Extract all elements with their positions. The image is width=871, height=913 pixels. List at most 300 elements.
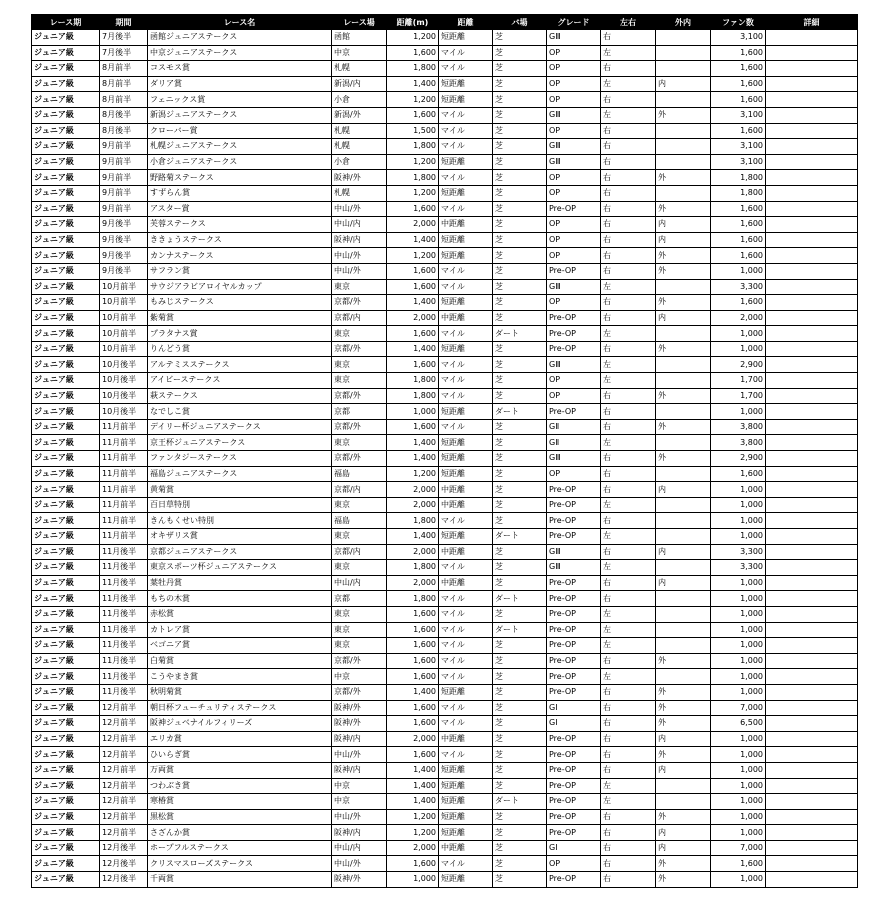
cell-direction[interactable]: 右: [601, 747, 656, 763]
cell-distance-category[interactable]: マイル: [439, 560, 493, 576]
cell-surface[interactable]: 芝: [493, 310, 547, 326]
cell-race-class[interactable]: ジュニア級: [32, 232, 100, 248]
cell-fans[interactable]: 7,000: [711, 840, 766, 856]
cell-direction[interactable]: 右: [601, 544, 656, 560]
cell-fans[interactable]: 1,000: [711, 825, 766, 841]
cell-venue[interactable]: 中山/外: [332, 201, 387, 217]
cell-venue[interactable]: 小倉: [332, 92, 387, 108]
cell-race-name[interactable]: 函館ジュニアステークス: [148, 30, 332, 46]
cell-fans[interactable]: 1,000: [711, 575, 766, 591]
cell-distance-m[interactable]: 1,600: [387, 45, 439, 61]
cell-details[interactable]: [766, 466, 858, 482]
cell-period[interactable]: 8月後半: [100, 123, 148, 139]
cell-race-name[interactable]: もちの木賞: [148, 591, 332, 607]
cell-distance-m[interactable]: 1,400: [387, 76, 439, 92]
cell-distance-category[interactable]: マイル: [439, 326, 493, 342]
cell-surface[interactable]: 芝: [493, 357, 547, 373]
cell-race-name[interactable]: 秋明菊賞: [148, 684, 332, 700]
cell-fans[interactable]: 1,000: [711, 684, 766, 700]
cell-distance-m[interactable]: 2,000: [387, 482, 439, 498]
cell-venue[interactable]: 東京: [332, 373, 387, 389]
cell-race-name[interactable]: 白菊賞: [148, 653, 332, 669]
cell-race-name[interactable]: サフラン賞: [148, 263, 332, 279]
cell-course-side[interactable]: [656, 638, 711, 654]
cell-race-class[interactable]: ジュニア級: [32, 856, 100, 872]
cell-details[interactable]: [766, 872, 858, 888]
cell-race-class[interactable]: ジュニア級: [32, 279, 100, 295]
cell-distance-m[interactable]: 1,600: [387, 279, 439, 295]
cell-course-side[interactable]: [656, 560, 711, 576]
cell-course-side[interactable]: 外: [656, 700, 711, 716]
cell-period[interactable]: 11月後半: [100, 544, 148, 560]
cell-grade[interactable]: Pre-OP: [547, 529, 601, 545]
cell-grade[interactable]: Pre-OP: [547, 310, 601, 326]
cell-distance-category[interactable]: マイル: [439, 700, 493, 716]
cell-fans[interactable]: 1,000: [711, 731, 766, 747]
cell-venue[interactable]: 札幌: [332, 185, 387, 201]
cell-direction[interactable]: 右: [601, 185, 656, 201]
cell-venue[interactable]: 中京: [332, 794, 387, 810]
cell-distance-m[interactable]: 1,800: [387, 560, 439, 576]
cell-fans[interactable]: 1,600: [711, 466, 766, 482]
cell-distance-category[interactable]: 短距離: [439, 404, 493, 420]
cell-fans[interactable]: 1,600: [711, 248, 766, 264]
cell-course-side[interactable]: 内: [656, 310, 711, 326]
cell-course-side[interactable]: 外: [656, 872, 711, 888]
cell-distance-m[interactable]: 2,000: [387, 217, 439, 233]
cell-race-name[interactable]: ホープフルステークス: [148, 840, 332, 856]
cell-surface[interactable]: 芝: [493, 388, 547, 404]
cell-direction[interactable]: 左: [601, 326, 656, 342]
cell-direction[interactable]: 左: [601, 622, 656, 638]
cell-fans[interactable]: 1,600: [711, 232, 766, 248]
cell-surface[interactable]: 芝: [493, 575, 547, 591]
cell-fans[interactable]: 2,000: [711, 310, 766, 326]
cell-race-class[interactable]: ジュニア級: [32, 762, 100, 778]
cell-grade[interactable]: Pre-OP: [547, 794, 601, 810]
cell-surface[interactable]: 芝: [493, 497, 547, 513]
cell-course-side[interactable]: [656, 357, 711, 373]
cell-period[interactable]: 12月前半: [100, 809, 148, 825]
cell-grade[interactable]: GⅢ: [547, 30, 601, 46]
cell-distance-m[interactable]: 1,200: [387, 154, 439, 170]
cell-details[interactable]: [766, 794, 858, 810]
cell-course-side[interactable]: 内: [656, 840, 711, 856]
cell-course-side[interactable]: 外: [656, 856, 711, 872]
cell-course-side[interactable]: 内: [656, 575, 711, 591]
cell-venue[interactable]: 東京: [332, 622, 387, 638]
cell-direction[interactable]: 左: [601, 669, 656, 685]
cell-course-side[interactable]: [656, 778, 711, 794]
header-venue[interactable]: レース場: [332, 15, 387, 30]
cell-surface[interactable]: 芝: [493, 435, 547, 451]
cell-course-side[interactable]: 外: [656, 341, 711, 357]
cell-period[interactable]: 9月前半: [100, 185, 148, 201]
cell-grade[interactable]: GⅠ: [547, 700, 601, 716]
cell-distance-category[interactable]: 短距離: [439, 435, 493, 451]
cell-surface[interactable]: 芝: [493, 669, 547, 685]
cell-race-class[interactable]: ジュニア級: [32, 809, 100, 825]
cell-distance-m[interactable]: 1,000: [387, 404, 439, 420]
cell-fans[interactable]: 1,000: [711, 778, 766, 794]
cell-period[interactable]: 11月前半: [100, 497, 148, 513]
cell-race-class[interactable]: ジュニア級: [32, 606, 100, 622]
cell-venue[interactable]: 京都/外: [332, 419, 387, 435]
cell-venue[interactable]: 阪神/内: [332, 762, 387, 778]
cell-direction[interactable]: 右: [601, 731, 656, 747]
cell-details[interactable]: [766, 856, 858, 872]
cell-course-side[interactable]: [656, 669, 711, 685]
cell-fans[interactable]: 1,600: [711, 856, 766, 872]
cell-fans[interactable]: 1,000: [711, 762, 766, 778]
cell-venue[interactable]: 中京: [332, 45, 387, 61]
cell-distance-m[interactable]: 1,400: [387, 684, 439, 700]
cell-race-class[interactable]: ジュニア級: [32, 716, 100, 732]
cell-surface[interactable]: 芝: [493, 747, 547, 763]
cell-grade[interactable]: Pre-OP: [547, 653, 601, 669]
cell-race-name[interactable]: 福島ジュニアステークス: [148, 466, 332, 482]
cell-race-class[interactable]: ジュニア級: [32, 747, 100, 763]
cell-distance-m[interactable]: 1,200: [387, 825, 439, 841]
cell-race-class[interactable]: ジュニア級: [32, 638, 100, 654]
cell-distance-category[interactable]: 短距離: [439, 154, 493, 170]
cell-course-side[interactable]: [656, 404, 711, 420]
cell-race-name[interactable]: 万両賞: [148, 762, 332, 778]
cell-direction[interactable]: 右: [601, 388, 656, 404]
cell-details[interactable]: [766, 684, 858, 700]
cell-surface[interactable]: 芝: [493, 139, 547, 155]
cell-course-side[interactable]: 外: [656, 716, 711, 732]
cell-surface[interactable]: ダート: [493, 622, 547, 638]
cell-details[interactable]: [766, 622, 858, 638]
cell-grade[interactable]: Pre-OP: [547, 591, 601, 607]
cell-course-side[interactable]: 外: [656, 809, 711, 825]
cell-surface[interactable]: 芝: [493, 373, 547, 389]
cell-period[interactable]: 12月後半: [100, 872, 148, 888]
cell-details[interactable]: [766, 45, 858, 61]
cell-venue[interactable]: 中山/外: [332, 856, 387, 872]
cell-direction[interactable]: 右: [601, 700, 656, 716]
cell-surface[interactable]: ダート: [493, 529, 547, 545]
cell-venue[interactable]: 中山/外: [332, 809, 387, 825]
cell-race-class[interactable]: ジュニア級: [32, 466, 100, 482]
cell-venue[interactable]: 中山/内: [332, 840, 387, 856]
cell-surface[interactable]: 芝: [493, 872, 547, 888]
cell-period[interactable]: 8月前半: [100, 92, 148, 108]
cell-venue[interactable]: 東京: [332, 435, 387, 451]
cell-period[interactable]: 10月前半: [100, 295, 148, 311]
cell-fans[interactable]: 1,000: [711, 529, 766, 545]
cell-grade[interactable]: OP: [547, 232, 601, 248]
cell-venue[interactable]: 中山/内: [332, 575, 387, 591]
cell-direction[interactable]: 右: [601, 248, 656, 264]
cell-grade[interactable]: Pre-OP: [547, 622, 601, 638]
cell-race-class[interactable]: ジュニア級: [32, 544, 100, 560]
cell-distance-category[interactable]: マイル: [439, 856, 493, 872]
cell-surface[interactable]: 芝: [493, 482, 547, 498]
cell-race-class[interactable]: ジュニア級: [32, 653, 100, 669]
cell-details[interactable]: [766, 778, 858, 794]
cell-race-name[interactable]: アルテミスステークス: [148, 357, 332, 373]
cell-distance-m[interactable]: 1,200: [387, 466, 439, 482]
cell-race-class[interactable]: ジュニア級: [32, 263, 100, 279]
cell-fans[interactable]: 1,000: [711, 669, 766, 685]
cell-distance-m[interactable]: 1,200: [387, 92, 439, 108]
cell-details[interactable]: [766, 591, 858, 607]
header-period[interactable]: 期間: [100, 15, 148, 30]
cell-distance-category[interactable]: マイル: [439, 107, 493, 123]
cell-distance-m[interactable]: 1,800: [387, 513, 439, 529]
cell-distance-category[interactable]: マイル: [439, 45, 493, 61]
cell-distance-category[interactable]: 中距離: [439, 310, 493, 326]
cell-race-class[interactable]: ジュニア級: [32, 560, 100, 576]
cell-venue[interactable]: 東京: [332, 529, 387, 545]
cell-distance-m[interactable]: 1,800: [387, 388, 439, 404]
cell-course-side[interactable]: 外: [656, 684, 711, 700]
cell-grade[interactable]: GⅡ: [547, 419, 601, 435]
cell-grade[interactable]: Pre-OP: [547, 263, 601, 279]
cell-grade[interactable]: OP: [547, 856, 601, 872]
cell-surface[interactable]: 芝: [493, 341, 547, 357]
cell-race-name[interactable]: きんもくせい特別: [148, 513, 332, 529]
cell-race-class[interactable]: ジュニア級: [32, 30, 100, 46]
cell-period[interactable]: 12月前半: [100, 762, 148, 778]
cell-distance-category[interactable]: 短距離: [439, 466, 493, 482]
cell-fans[interactable]: 1,600: [711, 295, 766, 311]
cell-course-side[interactable]: 外: [656, 107, 711, 123]
cell-details[interactable]: [766, 544, 858, 560]
cell-race-class[interactable]: ジュニア級: [32, 310, 100, 326]
cell-course-side[interactable]: [656, 622, 711, 638]
cell-period[interactable]: 11月後半: [100, 591, 148, 607]
header-race-name[interactable]: レース名: [148, 15, 332, 30]
cell-period[interactable]: 11月前半: [100, 482, 148, 498]
cell-race-name[interactable]: 京王杯ジュニアステークス: [148, 435, 332, 451]
cell-grade[interactable]: Pre-OP: [547, 762, 601, 778]
cell-direction[interactable]: 左: [601, 606, 656, 622]
cell-period[interactable]: 11月前半: [100, 419, 148, 435]
cell-distance-category[interactable]: マイル: [439, 170, 493, 186]
cell-surface[interactable]: 芝: [493, 279, 547, 295]
cell-direction[interactable]: 右: [601, 30, 656, 46]
cell-race-name[interactable]: 札幌ジュニアステークス: [148, 139, 332, 155]
cell-grade[interactable]: OP: [547, 45, 601, 61]
cell-distance-m[interactable]: 1,600: [387, 622, 439, 638]
cell-distance-category[interactable]: 短距離: [439, 825, 493, 841]
cell-surface[interactable]: 芝: [493, 638, 547, 654]
cell-venue[interactable]: 中山/外: [332, 248, 387, 264]
cell-direction[interactable]: 左: [601, 638, 656, 654]
cell-direction[interactable]: 左: [601, 778, 656, 794]
cell-distance-category[interactable]: マイル: [439, 201, 493, 217]
cell-direction[interactable]: 右: [601, 170, 656, 186]
cell-fans[interactable]: 1,000: [711, 326, 766, 342]
cell-grade[interactable]: Pre-OP: [547, 669, 601, 685]
cell-distance-m[interactable]: 1,800: [387, 61, 439, 77]
cell-details[interactable]: [766, 435, 858, 451]
cell-race-name[interactable]: 百日草特別: [148, 497, 332, 513]
cell-grade[interactable]: GⅢ: [547, 357, 601, 373]
cell-period[interactable]: 12月前半: [100, 825, 148, 841]
cell-period[interactable]: 11月前半: [100, 435, 148, 451]
cell-venue[interactable]: 京都: [332, 404, 387, 420]
cell-distance-category[interactable]: 中距離: [439, 217, 493, 233]
cell-direction[interactable]: 右: [601, 201, 656, 217]
cell-grade[interactable]: GⅢ: [547, 544, 601, 560]
cell-surface[interactable]: 芝: [493, 700, 547, 716]
cell-race-name[interactable]: なでしこ賞: [148, 404, 332, 420]
cell-surface[interactable]: 芝: [493, 61, 547, 77]
cell-venue[interactable]: 中山/外: [332, 747, 387, 763]
cell-race-name[interactable]: 寒椿賞: [148, 794, 332, 810]
cell-distance-category[interactable]: 中距離: [439, 840, 493, 856]
cell-period[interactable]: 7月後半: [100, 45, 148, 61]
cell-distance-category[interactable]: マイル: [439, 373, 493, 389]
cell-fans[interactable]: 3,800: [711, 435, 766, 451]
cell-distance-m[interactable]: 1,400: [387, 762, 439, 778]
cell-course-side[interactable]: 外: [656, 248, 711, 264]
cell-period[interactable]: 9月前半: [100, 154, 148, 170]
header-fans[interactable]: ファン数: [711, 15, 766, 30]
cell-grade[interactable]: Pre-OP: [547, 404, 601, 420]
cell-grade[interactable]: Pre-OP: [547, 731, 601, 747]
cell-fans[interactable]: 1,000: [711, 622, 766, 638]
cell-fans[interactable]: 3,100: [711, 107, 766, 123]
cell-details[interactable]: [766, 357, 858, 373]
cell-race-name[interactable]: ききょうステークス: [148, 232, 332, 248]
cell-details[interactable]: [766, 61, 858, 77]
cell-distance-category[interactable]: マイル: [439, 263, 493, 279]
cell-venue[interactable]: 中京: [332, 669, 387, 685]
cell-surface[interactable]: 芝: [493, 684, 547, 700]
cell-distance-category[interactable]: 短距離: [439, 529, 493, 545]
cell-fans[interactable]: 1,000: [711, 872, 766, 888]
cell-course-side[interactable]: [656, 92, 711, 108]
cell-period[interactable]: 11月後半: [100, 653, 148, 669]
cell-distance-category[interactable]: マイル: [439, 591, 493, 607]
cell-race-class[interactable]: ジュニア級: [32, 217, 100, 233]
cell-grade[interactable]: OP: [547, 76, 601, 92]
cell-fans[interactable]: 1,600: [711, 123, 766, 139]
cell-venue[interactable]: 阪神/外: [332, 170, 387, 186]
cell-details[interactable]: [766, 76, 858, 92]
cell-period[interactable]: 8月前半: [100, 61, 148, 77]
cell-race-name[interactable]: クリスマスローズステークス: [148, 856, 332, 872]
cell-race-name[interactable]: さざんか賞: [148, 825, 332, 841]
cell-direction[interactable]: 右: [601, 61, 656, 77]
cell-grade[interactable]: GⅢ: [547, 451, 601, 467]
cell-venue[interactable]: 札幌: [332, 61, 387, 77]
cell-distance-category[interactable]: 短距離: [439, 451, 493, 467]
cell-period[interactable]: 10月前半: [100, 279, 148, 295]
cell-surface[interactable]: 芝: [493, 606, 547, 622]
cell-period[interactable]: 10月前半: [100, 310, 148, 326]
cell-venue[interactable]: 阪神/外: [332, 716, 387, 732]
cell-distance-m[interactable]: 1,200: [387, 809, 439, 825]
cell-race-name[interactable]: 野路菊ステークス: [148, 170, 332, 186]
cell-surface[interactable]: 芝: [493, 185, 547, 201]
cell-race-class[interactable]: ジュニア級: [32, 872, 100, 888]
cell-race-name[interactable]: 黒松賞: [148, 809, 332, 825]
cell-fans[interactable]: 7,000: [711, 700, 766, 716]
cell-distance-m[interactable]: 2,000: [387, 544, 439, 560]
cell-race-name[interactable]: フェニックス賞: [148, 92, 332, 108]
cell-course-side[interactable]: 外: [656, 419, 711, 435]
cell-details[interactable]: [766, 809, 858, 825]
cell-race-class[interactable]: ジュニア級: [32, 404, 100, 420]
cell-venue[interactable]: 福島: [332, 466, 387, 482]
cell-fans[interactable]: 1,000: [711, 404, 766, 420]
cell-race-name[interactable]: ダリア賞: [148, 76, 332, 92]
cell-period[interactable]: 10月前半: [100, 341, 148, 357]
header-surface[interactable]: バ場: [493, 15, 547, 30]
cell-distance-m[interactable]: 1,600: [387, 653, 439, 669]
cell-course-side[interactable]: [656, 373, 711, 389]
cell-distance-m[interactable]: 2,000: [387, 731, 439, 747]
cell-course-side[interactable]: 内: [656, 731, 711, 747]
cell-period[interactable]: 8月後半: [100, 107, 148, 123]
cell-fans[interactable]: 3,100: [711, 154, 766, 170]
cell-surface[interactable]: 芝: [493, 778, 547, 794]
cell-venue[interactable]: 中京: [332, 778, 387, 794]
cell-direction[interactable]: 右: [601, 762, 656, 778]
cell-race-class[interactable]: ジュニア級: [32, 435, 100, 451]
cell-surface[interactable]: 芝: [493, 856, 547, 872]
cell-fans[interactable]: 1,000: [711, 497, 766, 513]
cell-course-side[interactable]: [656, 154, 711, 170]
cell-race-name[interactable]: すずらん賞: [148, 185, 332, 201]
cell-surface[interactable]: 芝: [493, 123, 547, 139]
cell-period[interactable]: 11月後半: [100, 684, 148, 700]
cell-surface[interactable]: 芝: [493, 92, 547, 108]
cell-distance-category[interactable]: マイル: [439, 139, 493, 155]
cell-surface[interactable]: 芝: [493, 466, 547, 482]
cell-race-name[interactable]: 京都ジュニアステークス: [148, 544, 332, 560]
cell-course-side[interactable]: [656, 326, 711, 342]
cell-venue[interactable]: 阪神/外: [332, 700, 387, 716]
cell-course-side[interactable]: 内: [656, 76, 711, 92]
cell-race-class[interactable]: ジュニア級: [32, 45, 100, 61]
cell-period[interactable]: 11月後半: [100, 638, 148, 654]
cell-surface[interactable]: 芝: [493, 451, 547, 467]
cell-direction[interactable]: 右: [601, 856, 656, 872]
cell-distance-category[interactable]: マイル: [439, 279, 493, 295]
cell-details[interactable]: [766, 201, 858, 217]
cell-details[interactable]: [766, 638, 858, 654]
cell-race-name[interactable]: 千両賞: [148, 872, 332, 888]
cell-period[interactable]: 10月前半: [100, 326, 148, 342]
cell-period[interactable]: 12月前半: [100, 747, 148, 763]
cell-surface[interactable]: 芝: [493, 840, 547, 856]
cell-grade[interactable]: Pre-OP: [547, 326, 601, 342]
cell-venue[interactable]: 京都: [332, 591, 387, 607]
cell-surface[interactable]: 芝: [493, 107, 547, 123]
cell-distance-category[interactable]: マイル: [439, 388, 493, 404]
cell-fans[interactable]: 2,900: [711, 451, 766, 467]
cell-fans[interactable]: 1,600: [711, 201, 766, 217]
cell-details[interactable]: [766, 107, 858, 123]
cell-fans[interactable]: 1,800: [711, 185, 766, 201]
cell-distance-m[interactable]: 1,600: [387, 716, 439, 732]
cell-direction[interactable]: 右: [601, 139, 656, 155]
cell-details[interactable]: [766, 606, 858, 622]
cell-course-side[interactable]: 内: [656, 825, 711, 841]
cell-distance-m[interactable]: 1,200: [387, 185, 439, 201]
cell-grade[interactable]: Pre-OP: [547, 872, 601, 888]
cell-venue[interactable]: 東京: [332, 560, 387, 576]
cell-surface[interactable]: 芝: [493, 513, 547, 529]
cell-direction[interactable]: 左: [601, 497, 656, 513]
